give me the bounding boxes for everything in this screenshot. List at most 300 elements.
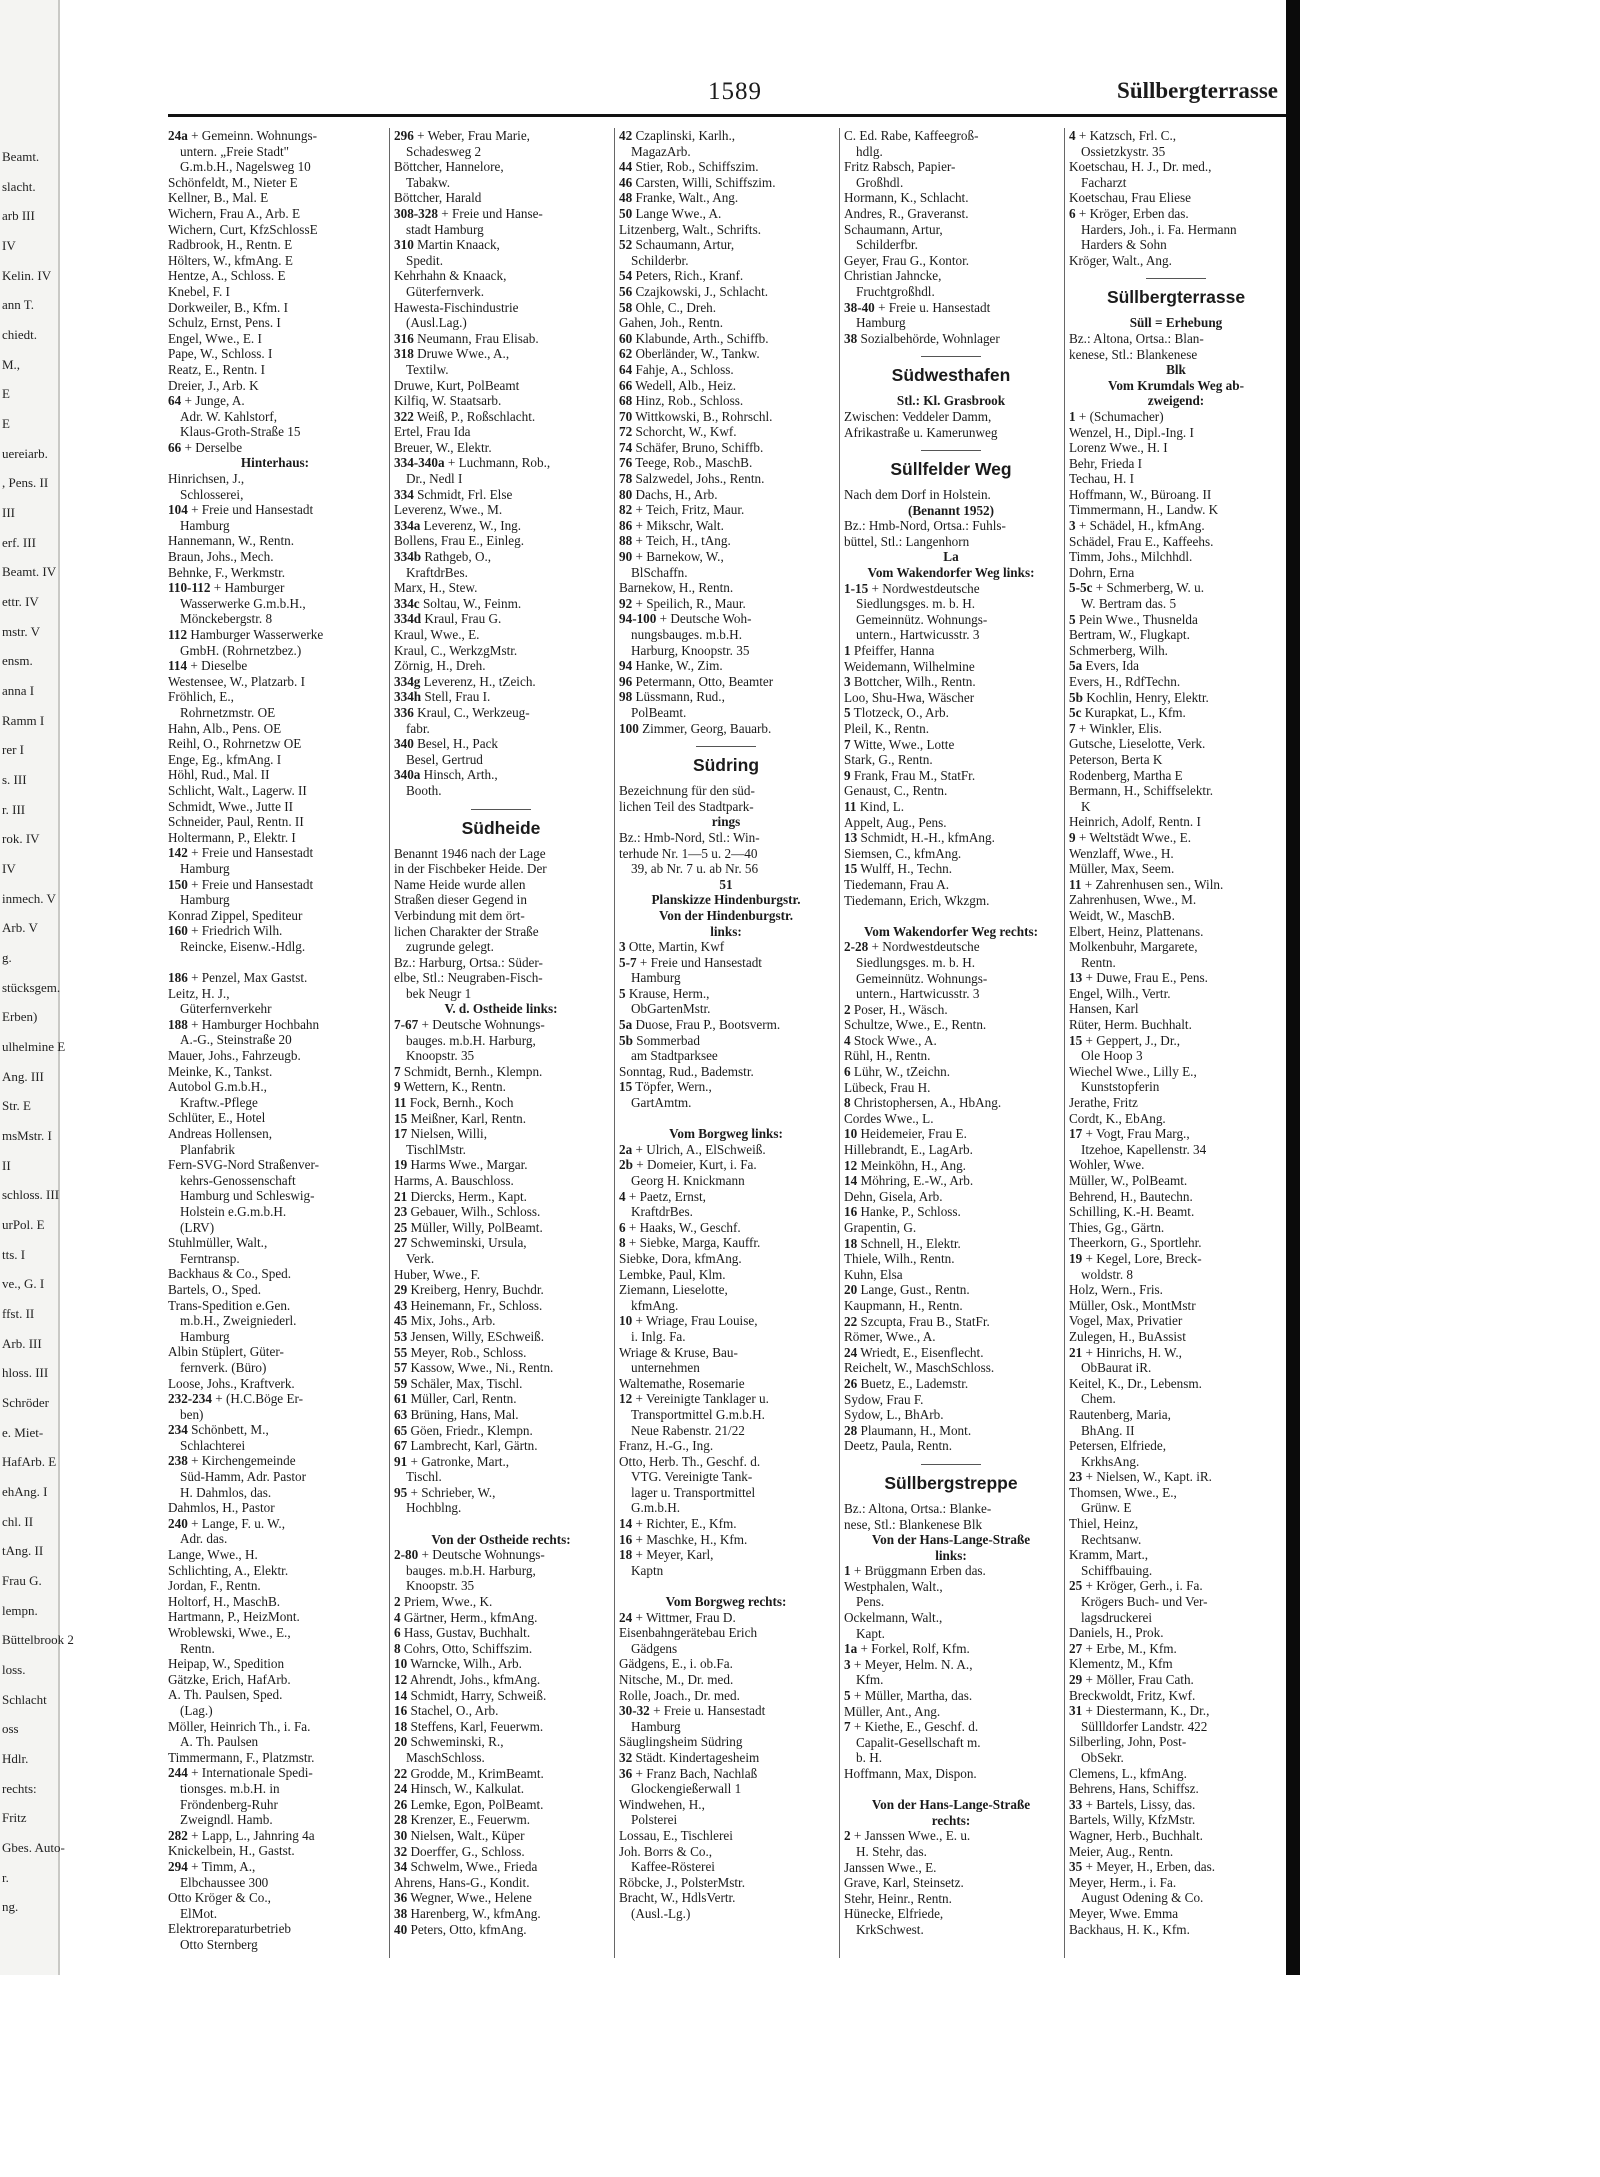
- left-page-fragment: III: [2, 505, 15, 520]
- left-page-fragment: Str. E: [2, 1098, 31, 1114]
- directory-line: (LRV): [180, 1219, 215, 1235]
- directory-line: Keitel, K., Dr., Lebensm.: [1069, 1375, 1202, 1391]
- directory-line: Schiffbauing.: [1081, 1562, 1153, 1578]
- directory-line: links:: [710, 923, 742, 939]
- directory-page: [168, 70, 1286, 1965]
- house-number: 100: [619, 720, 639, 736]
- left-page-fragment: anna I: [2, 683, 35, 698]
- left-page-fragment: chiedt.: [2, 327, 38, 342]
- house-number: 21: [394, 1188, 408, 1204]
- directory-line: Mauer, Johs., Fahrzeugb.: [168, 1048, 301, 1064]
- directory-line: Hamburg: [631, 1718, 681, 1734]
- house-number: 22: [394, 1765, 408, 1781]
- left-page-fragment: arb III: [2, 208, 35, 224]
- directory-line: Schilderfbr.: [856, 237, 918, 253]
- house-number: 78: [619, 471, 633, 487]
- directory-line: Schädel, Frau E., Kaffeehs.: [1069, 533, 1214, 549]
- directory-line: Siedlungsges. m. b. H.: [856, 954, 976, 970]
- house-number: 188: [168, 1016, 188, 1032]
- directory-line: Klaus-Groth-Straße 15: [180, 424, 301, 440]
- house-number-entry: 334b Rathgeb, O.,: [394, 549, 492, 565]
- directory-line: Marx, H., Stew.: [394, 580, 478, 596]
- house-number: 21: [1069, 1344, 1083, 1360]
- directory-line: bauges. m.b.H. Harburg,: [406, 1032, 536, 1048]
- house-number-entry: 92 + Speilich, R., Maur.: [619, 595, 746, 611]
- house-number: 232-234: [168, 1391, 212, 1407]
- directory-line: [844, 1782, 1058, 1798]
- house-number-entry: 45 Mix, Johs., Arb.: [394, 1313, 496, 1329]
- directory-line: Zweigndl. Hamb.: [180, 1812, 273, 1828]
- house-number-entry: 2-28 + Nordwestdeutsche: [844, 939, 980, 955]
- house-number-entry: 334g Leverenz, H., tZeich.: [394, 673, 536, 689]
- directory-line: A. Th. Paulsen, Sped.: [168, 1687, 283, 1703]
- house-number: 90: [619, 549, 633, 565]
- directory-line: Müller, Max, Seem.: [1069, 861, 1175, 877]
- directory-line: Großhdl.: [856, 174, 904, 190]
- directory-line: KrkhsAng.: [1081, 1453, 1140, 1469]
- directory-line: Engel, Wilh., Vertr.: [1069, 985, 1171, 1001]
- house-number-entry: 2b + Domeier, Kurt, i. Fa.: [619, 1157, 757, 1173]
- directory-line: Behrens, Hans, Schiffsz.: [1069, 1781, 1199, 1797]
- house-number: 38: [394, 1905, 408, 1921]
- house-number-entry: 33 + Bartels, Lissy, das.: [1069, 1796, 1196, 1812]
- left-page-fragment: II: [2, 1157, 11, 1173]
- directory-line: Pens.: [856, 1594, 885, 1610]
- directory-line: Tiedemann, Erich, Wkzgm.: [844, 892, 990, 908]
- directory-line: Planskizze Hindenburgstr.: [651, 892, 801, 908]
- directory-line: untern., Hartwicusstr. 3: [856, 627, 980, 643]
- left-page-fragment: mstr. V: [2, 623, 41, 639]
- house-number: 8: [844, 1095, 851, 1111]
- directory-line: Nach dem Dorf in Holstein.: [844, 487, 991, 503]
- house-number: 94-100: [619, 611, 657, 627]
- directory-line: Schlichting, A., Elektr.: [168, 1562, 289, 1578]
- page-edge-shadow: [1286, 0, 1300, 1975]
- directory-line: Sydow, Frau F.: [844, 1391, 924, 1407]
- house-number: 2: [394, 1594, 401, 1610]
- directory-line: Blk: [1166, 362, 1186, 378]
- house-number-entry: 46 Carsten, Willi, Schiffszim.: [619, 174, 776, 190]
- house-number-entry: 3 + Meyer, Helm. N. A.,: [844, 1656, 973, 1672]
- house-number: 6: [844, 1064, 851, 1080]
- directory-line: Otto Sternberg: [180, 1936, 258, 1952]
- house-number-entry: 6 Lühr, W., tZeichn.: [844, 1064, 951, 1080]
- directory-line: Kraul, Wwe., E.: [394, 627, 480, 642]
- directory-line: Andres, R., Graveranst.: [844, 205, 969, 221]
- directory-line: Hamburg: [180, 517, 230, 533]
- directory-line: Andreas Hollensen,: [168, 1126, 273, 1141]
- directory-line: Hamburg und Schleswig-: [180, 1188, 315, 1204]
- directory-line: Bezeichnung für den süd-: [619, 783, 755, 799]
- directory-line: Genaust, C., Rentn.: [844, 783, 948, 799]
- house-number-entry: 96 Petermann, Otto, Beamter: [619, 673, 774, 689]
- house-number-entry: 5a Evers, Ida: [1069, 658, 1139, 674]
- house-number: 9: [394, 1079, 401, 1095]
- house-number-entry: 142 + Freie und Hansestadt: [168, 845, 314, 861]
- directory-line: Kröger, Walt., Ang.: [1069, 252, 1172, 268]
- directory-line: ObGartenMstr.: [631, 1001, 711, 1017]
- house-number-entry: 16 Hanke, P., Schloss.: [844, 1204, 961, 1220]
- house-number-entry: 308-328 + Freie und Hanse-: [394, 205, 543, 221]
- left-page-fragment: r.: [2, 1869, 9, 1885]
- left-page-fragment: IV: [2, 238, 16, 253]
- house-number-entry: 336 Kraul, C., Werkzeug-: [394, 704, 530, 720]
- directory-line: [619, 1111, 833, 1127]
- directory-line: Bz.: Hmb-Nord, Stl.: Win-: [619, 829, 760, 845]
- house-number-entry: 30 Nielsen, Walt., Küper: [394, 1827, 525, 1843]
- house-number: 13: [1069, 970, 1083, 986]
- house-number-entry: 12 Meinköhn, H., Ang.: [844, 1157, 966, 1173]
- directory-line: Gätzke, Erich, HafArb.: [168, 1671, 291, 1687]
- directory-line: Holstein e.G.m.b.H.: [180, 1203, 287, 1219]
- directory-line: Bartels, Willy, KfzMstr.: [1069, 1812, 1196, 1828]
- house-number: 9: [844, 767, 851, 783]
- house-number: 64: [168, 393, 182, 409]
- directory-line: Tiedemann, Frau A.: [844, 876, 950, 892]
- house-number-entry: 72 Schorcht, W., Kwf.: [619, 424, 737, 440]
- left-page-fragment: loss.: [2, 1662, 26, 1677]
- directory-line: ben): [180, 1406, 204, 1422]
- directory-line: Engel, Wwe., E. I: [168, 330, 262, 346]
- house-number-entry: 5 + Müller, Martha, das.: [844, 1688, 973, 1704]
- directory-line: Fritz Rabsch, Papier-: [844, 159, 956, 175]
- directory-line: Rodenberg, Martha E: [1069, 767, 1183, 783]
- house-number-entry: 334h Stell, Frau I.: [394, 689, 491, 705]
- directory-line: Gemeinnütz. Wohnungs-: [856, 611, 988, 627]
- running-head: Süllbergterrasse: [1117, 78, 1278, 103]
- house-number: 64: [619, 361, 633, 377]
- house-number-entry: 58 Ohle, C., Dreh.: [619, 299, 717, 315]
- house-number: 1a: [844, 1641, 858, 1657]
- directory-line: Vom Wakendorfer Weg rechts:: [864, 923, 1038, 939]
- house-number: 142: [168, 845, 188, 861]
- directory-line: Huber, Wwe., F.: [394, 1266, 481, 1282]
- house-number-entry: 23 Gebauer, Wilh., Schloss.: [394, 1204, 541, 1220]
- house-number: 12: [619, 1391, 633, 1407]
- house-number: 7: [844, 736, 851, 752]
- directory-line: Mönckebergstr. 8: [180, 611, 273, 627]
- house-number: 23: [394, 1204, 408, 1220]
- directory-line: Siemsen, C., kfmAng.: [844, 845, 962, 861]
- house-number: 8: [394, 1640, 401, 1656]
- house-number-entry: 24a + Gemeinn. Wohnungs-: [168, 128, 317, 143]
- street-heading: Süllfelder Weg: [844, 450, 1058, 479]
- house-number: 59: [394, 1375, 408, 1391]
- left-neighbour-page-strip: [0, 0, 74, 1975]
- directory-line: (Ausl.Lag.): [406, 315, 467, 331]
- directory-line: Textilw.: [406, 361, 449, 377]
- house-number: 66: [168, 439, 182, 455]
- house-number: 55: [394, 1344, 408, 1360]
- house-number: 48: [619, 190, 633, 206]
- house-number: 86: [619, 517, 633, 533]
- house-number-entry: 334-340a + Luchmann, Rob.,: [394, 455, 551, 471]
- directory-line: unternehmen: [631, 1360, 700, 1376]
- directory-line: Fröhlich, E.,: [168, 689, 234, 705]
- directory-line: Janssen Wwe., E.: [844, 1859, 937, 1875]
- house-number-entry: 5c Kurapkat, L., Kfm.: [1069, 705, 1186, 721]
- directory-line: Müller, Osk., MontMstr: [1069, 1297, 1196, 1313]
- directory-line: Elektroreparaturbetrieb: [168, 1921, 292, 1937]
- directory-line: Fern-SVG-Nord Straßenver-: [168, 1157, 319, 1173]
- directory-line: H. Stehr, das.: [856, 1843, 927, 1859]
- house-number-entry: 55 Meyer, Rob., Schloss.: [394, 1344, 527, 1360]
- house-number: 1: [844, 1563, 851, 1579]
- directory-line: Jordan, F., Rentn.: [168, 1578, 261, 1594]
- house-number-entry: 44 Stier, Rob., Schiffszim.: [619, 159, 759, 175]
- house-number: 56: [619, 283, 633, 299]
- house-number: 24: [394, 1781, 408, 1797]
- house-number: 70: [619, 408, 633, 424]
- house-number: 238: [168, 1453, 188, 1469]
- house-number-entry: 22 Grodde, M., KrimBeamt.: [394, 1765, 544, 1781]
- house-number: 340: [394, 736, 414, 752]
- house-number: 10: [394, 1656, 408, 1672]
- directory-line: Dr., Nedl I: [406, 471, 463, 487]
- column-5: [1069, 128, 1283, 1958]
- house-number-entry: 20 Lange, Gust., Rentn.: [844, 1282, 970, 1298]
- directory-line: GmbH. (Rohrnetzbez.): [180, 642, 302, 658]
- directory-line: Adr. das.: [180, 1531, 228, 1547]
- left-page-fragment: Beamt.: [2, 149, 40, 164]
- house-number-entry: 21 + Hinrichs, H. W.,: [1069, 1344, 1182, 1360]
- house-number-entry: 95 + Schrieber, W.,: [394, 1484, 496, 1500]
- house-number-entry: 15 Meißner, Karl, Rentn.: [394, 1110, 527, 1126]
- directory-line: Hoffmann, W., Büroang. II: [1069, 486, 1212, 502]
- house-number: 1: [844, 643, 851, 659]
- directory-line: Wriage & Kruse, Bau-: [619, 1344, 738, 1360]
- directory-line: Booth.: [406, 782, 442, 798]
- directory-line: Lange, Wwe., H.: [168, 1547, 258, 1563]
- house-number: 43: [394, 1297, 408, 1313]
- directory-line: Breuer, W., Elektr.: [394, 439, 492, 455]
- house-number-entry: 2a + Ulrich, A., ElSchweiß.: [619, 1141, 766, 1157]
- house-number: 18: [394, 1718, 408, 1734]
- house-number: 27: [1069, 1640, 1083, 1656]
- house-number: 5a: [619, 1017, 633, 1033]
- house-number-entry: 334c Soltau, W., Feinm.: [394, 595, 522, 611]
- left-page-fragment: hloss. III: [2, 1365, 49, 1381]
- directory-line: Grünw. E: [1081, 1500, 1132, 1516]
- column-3: [619, 128, 833, 1958]
- directory-line: Zwischen: Veddeler Damm,: [844, 408, 992, 424]
- directory-line: Kaupmann, H., Rentn.: [844, 1297, 963, 1313]
- directory-line: Chem.: [1081, 1391, 1116, 1407]
- house-number-entry: 16 Stachel, O., Arb.: [394, 1703, 499, 1719]
- directory-line: Grapentin, G.: [844, 1220, 917, 1235]
- house-number: 114: [168, 658, 188, 674]
- house-number-entry: 27 Schweminski, Ursula,: [394, 1235, 527, 1251]
- house-number-entry: 3 + Schädel, H., kfmAng.: [1069, 518, 1205, 534]
- directory-line: Besel, Gertrud: [406, 751, 483, 767]
- directory-line: Molkenbuhr, Margarete,: [1069, 939, 1198, 955]
- house-number: 150: [168, 876, 188, 892]
- house-number-entry: 18 Steffens, Karl, Feuerwm.: [394, 1718, 544, 1734]
- directory-line: Gemeinnütz. Wohnungs-: [856, 970, 988, 986]
- house-number-entry: 7-67 + Deutsche Wohnungs-: [394, 1017, 545, 1033]
- directory-line: Bracht, W., HdlsVertr.: [619, 1890, 736, 1906]
- house-number-entry: 15 + Geppert, J., Dr.,: [1069, 1032, 1181, 1048]
- directory-line: Ockelmann, Walt.,: [844, 1610, 943, 1626]
- house-number: 29: [394, 1282, 408, 1298]
- directory-line: Reatz, E., Rentn. I: [168, 361, 266, 377]
- directory-line: Hamburg: [180, 860, 230, 876]
- house-number-entry: 8 Cohrs, Otto, Schiffszim.: [394, 1640, 533, 1656]
- left-page-fragment: ng.: [2, 1899, 19, 1915]
- directory-line: Röbcke, J., PolsterMstr.: [619, 1874, 746, 1890]
- directory-line: Thies, Gg., Gärtn.: [1069, 1219, 1165, 1235]
- directory-line: Böttcher, Hannelore,: [394, 159, 504, 175]
- directory-line: Rechtsanw.: [1081, 1531, 1142, 1547]
- directory-line: Weidemann, Wilhelmine: [844, 658, 975, 674]
- house-number: 1-15: [844, 580, 869, 596]
- directory-line: Konrad Zippel, Spediteur: [168, 907, 303, 923]
- house-number-entry: 24 + Wittmer, Frau D.: [619, 1609, 736, 1625]
- directory-line: Hartmann, P., HeizMont.: [168, 1609, 300, 1625]
- directory-line: Wroblewski, Wwe., E.,: [168, 1625, 291, 1640]
- house-number-entry: 334a Leverenz, W., Ing.: [394, 517, 522, 533]
- directory-line: Peterson, Berta K: [1069, 751, 1163, 767]
- house-number: 3: [619, 939, 626, 955]
- house-number: 25: [394, 1219, 408, 1235]
- house-number: 9: [1069, 829, 1076, 845]
- directory-line: G.m.b.H.: [631, 1500, 681, 1516]
- house-number-entry: 25 + Kröger, Gerh., i. Fa.: [1069, 1578, 1203, 1594]
- directory-line: Otto Kröger & Co.,: [168, 1890, 271, 1906]
- directory-line: untern. „Freie Stadt": [180, 143, 290, 159]
- directory-line: nungsbauges. m.b.H.: [631, 627, 742, 642]
- left-page-fragment: ann T.: [2, 297, 35, 313]
- house-number-entry: 11 + Zahrenhusen sen., Wiln.: [1069, 876, 1224, 892]
- directory-line: kenese, Stl.: Blankenese: [1069, 346, 1198, 362]
- directory-line: Bz.: Altona, Ortsa.: Blan-: [1069, 330, 1204, 346]
- directory-line: Windwehen, H.,: [619, 1796, 705, 1812]
- house-number: 11: [394, 1095, 407, 1111]
- directory-line: Heinrich, Adolf, Rentn. I: [1069, 814, 1201, 830]
- house-number: 2a: [619, 1141, 633, 1157]
- house-number: 5-5c: [1069, 580, 1093, 596]
- directory-line: Hamburg: [631, 970, 681, 986]
- directory-line: Wohler, Wwe.: [1069, 1157, 1145, 1173]
- left-page-fragment: Arb. III: [2, 1335, 42, 1351]
- directory-line: Hahn, Alb., Pens. OE: [168, 720, 282, 736]
- house-number: 14: [619, 1516, 633, 1532]
- directory-line: Holz, Wern., Fris.: [1069, 1282, 1163, 1298]
- house-number-entry: 29 Kreiberg, Henry, Buchdr.: [394, 1282, 544, 1298]
- house-number: 65: [394, 1422, 408, 1438]
- house-number: 104: [168, 502, 188, 518]
- directory-line: Rolle, Joach., Dr. med.: [619, 1687, 740, 1703]
- house-number-entry: 66 Wedell, Alb., Heiz.: [619, 377, 736, 393]
- house-number-entry: 57 Kassow, Wwe., Ni., Rentn.: [394, 1360, 554, 1376]
- house-number-entry: 16 + Maschke, H., Kfm.: [619, 1531, 748, 1547]
- directory-line: Capalit-Gesellschaft m.: [856, 1734, 981, 1750]
- directory-line: Lembke, Paul, Klm.: [619, 1266, 726, 1282]
- house-number: 19: [1069, 1250, 1083, 1266]
- house-number-entry: 9 Frank, Frau M., StatFr.: [844, 767, 976, 783]
- house-number: 334: [394, 486, 414, 502]
- house-number: 45: [394, 1313, 408, 1329]
- house-number: 82: [619, 502, 633, 518]
- house-number: 4: [394, 1609, 401, 1625]
- directory-line: Kraftw.-Pflege: [180, 1094, 258, 1110]
- directory-line: untern., Hartwicusstr. 3: [856, 986, 980, 1002]
- column-divider: [389, 128, 390, 1958]
- house-number: 6: [619, 1219, 626, 1235]
- directory-line: Petersen, Elfriede,: [1069, 1438, 1167, 1454]
- house-number-entry: 334 Schmidt, Frl. Else: [394, 486, 513, 502]
- directory-line: Säuglingsheim Südring: [619, 1734, 743, 1750]
- house-number-entry: 8 Christophersen, A., HbAng.: [844, 1095, 1002, 1111]
- directory-line: Hölters, W., kfmAng. E: [168, 252, 293, 268]
- directory-line: Möller, Heinrich Th., i. Fa.: [168, 1718, 311, 1734]
- house-number: 8: [619, 1235, 626, 1251]
- directory-line: Schadesweg 2: [406, 143, 482, 159]
- house-number: 23: [1069, 1469, 1083, 1485]
- directory-line: Siebke, Dora, kfmAng.: [619, 1250, 742, 1266]
- house-number-entry: 310 Martin Knaack,: [394, 237, 500, 253]
- directory-line: [844, 908, 1058, 924]
- directory-line: lichen Teil des Stadtpark-: [619, 798, 754, 814]
- house-number-entry: 31 + Diestermann, K., Dr.,: [1069, 1703, 1210, 1719]
- street-heading: Süllbergterrasse: [1069, 278, 1283, 307]
- directory-line: Holtermann, P., Elektr. I: [168, 829, 296, 845]
- house-number: 46: [619, 174, 633, 190]
- directory-line: Wichern, Curt, KfzSchlossE: [168, 221, 318, 237]
- directory-line: Stl.: Kl. Grasbrook: [896, 393, 1006, 409]
- directory-line: [619, 1578, 833, 1594]
- directory-line: Kellner, B., Mal. E: [168, 190, 269, 206]
- street-heading: Südwesthafen: [844, 356, 1058, 385]
- directory-line: Facharzt: [1081, 174, 1127, 190]
- house-number-entry: 67 Lambrecht, Karl, Gärtn.: [394, 1438, 538, 1454]
- house-number-entry: 38 Sozialbehörde, Wohnlager: [844, 330, 1000, 346]
- directory-line: ElMot.: [180, 1905, 217, 1921]
- house-number: 334h: [394, 689, 422, 705]
- directory-line: (Lag.): [180, 1702, 213, 1718]
- directory-line: K: [1081, 798, 1091, 814]
- house-number: 44: [619, 159, 633, 175]
- house-number-entry: 10 + Wriage, Frau Louise,: [619, 1313, 758, 1329]
- house-number-entry: 35 + Meyer, H., Erben, das.: [1069, 1859, 1216, 1875]
- house-number: 296: [394, 128, 414, 143]
- house-number: 24a: [168, 128, 188, 143]
- directory-line: Westensee, W., Platzarb. I: [168, 673, 305, 689]
- left-page-fragment: Ramm I: [2, 712, 45, 728]
- house-number: 24: [844, 1344, 858, 1360]
- house-number-entry: 62 Oberländer, W., Tankw.: [619, 346, 760, 362]
- house-number-entry: 15 Töpfer, Wern.,: [619, 1079, 712, 1095]
- house-number: 22: [844, 1313, 858, 1329]
- house-number: 2b: [619, 1157, 633, 1173]
- directory-line: Glockengießerwall 1: [631, 1781, 742, 1797]
- house-number-entry: 76 Teege, Rob., MaschB.: [619, 455, 753, 471]
- directory-line: Lossau, E., Tischlerei: [619, 1827, 733, 1843]
- directory-line: Breckwoldt, Fritz, Kwf.: [1069, 1687, 1196, 1703]
- directory-line: Krögers Buch- und Ver-: [1081, 1594, 1208, 1610]
- directory-line: Pleil, K., Rentn.: [844, 721, 929, 736]
- house-number-entry: 5-7 + Freie und Hansestadt: [619, 954, 762, 970]
- house-number-entry: 52 Schaumann, Artur,: [619, 237, 735, 253]
- house-number-entry: 11 Fock, Bernh., Koch: [394, 1095, 514, 1111]
- directory-line: Hormann, K., Schlacht.: [844, 190, 969, 206]
- house-number: 52: [619, 237, 633, 253]
- house-number-entry: 2 + Janssen Wwe., E. u.: [844, 1828, 971, 1844]
- directory-line: Nitsche, M., Dr. med.: [619, 1672, 734, 1687]
- directory-line: Knickelbein, H., Gastst.: [168, 1843, 295, 1859]
- directory-line: Siedlungsges. m. b. H.: [856, 596, 976, 612]
- house-number: 32: [394, 1843, 408, 1859]
